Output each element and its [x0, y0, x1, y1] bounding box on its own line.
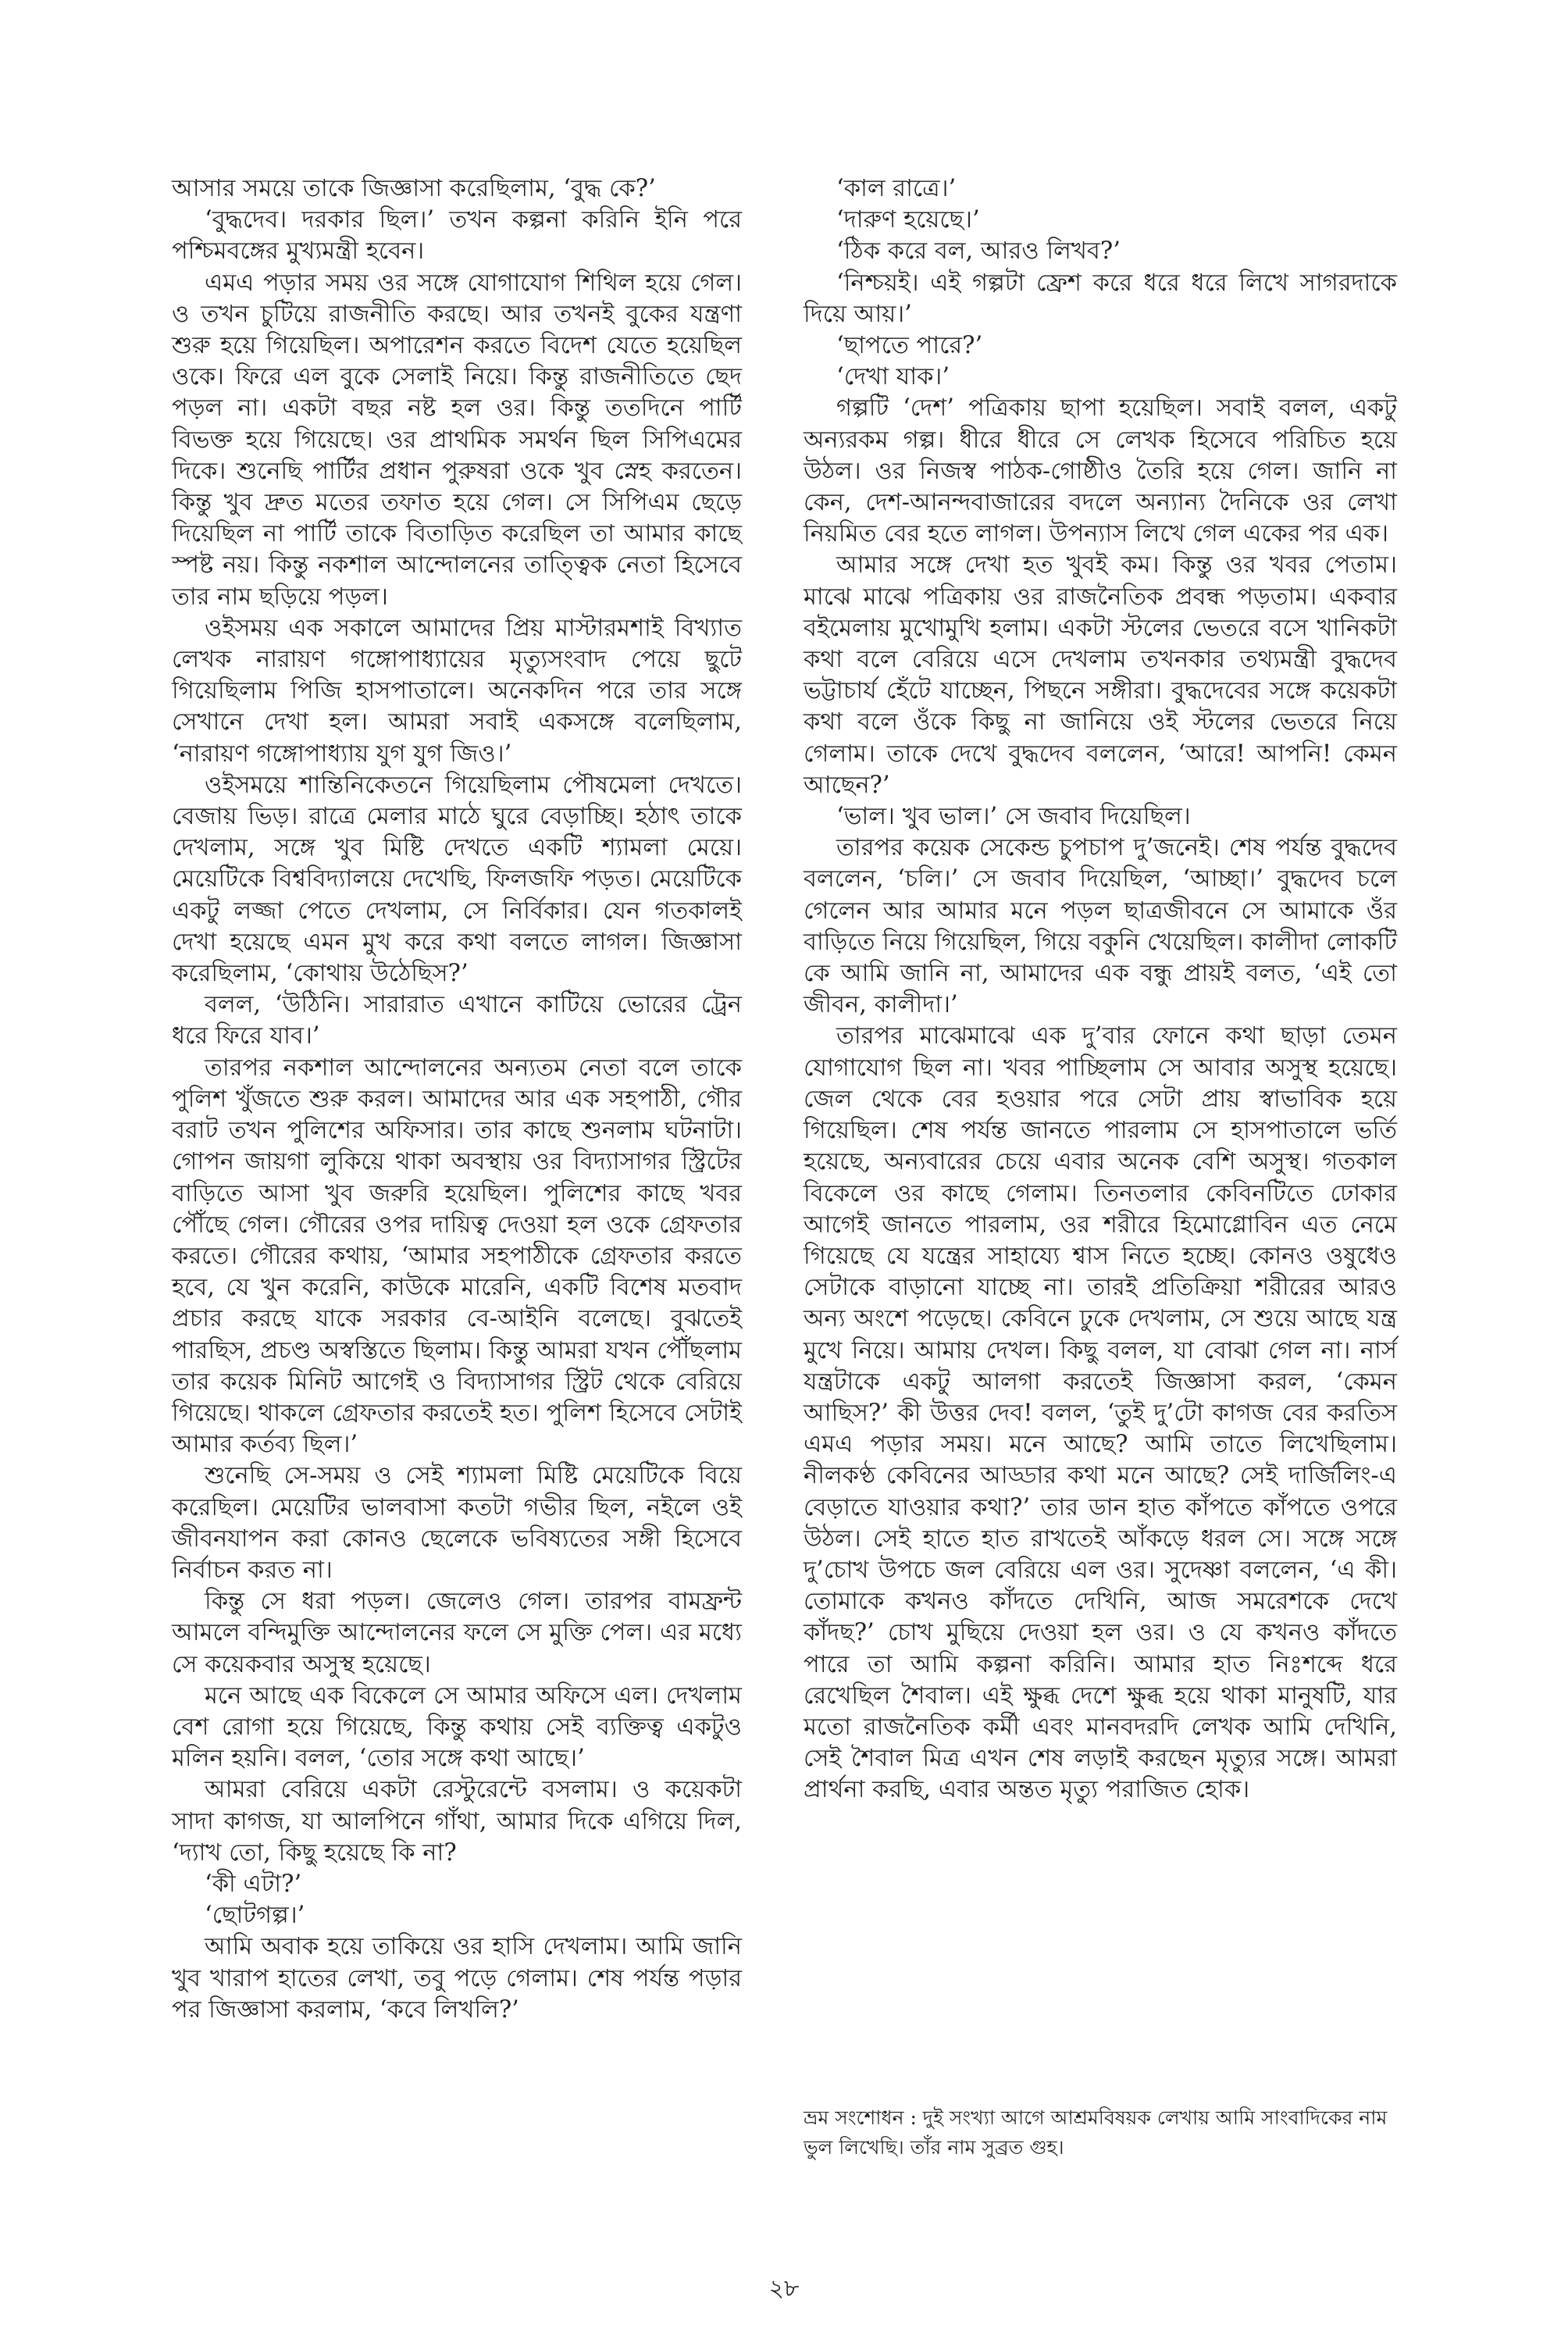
erratum-text: ভ্রম সংশোধন : দুই সংখ্যা আগে আশ্রমবিষয়ক লেখায় আমি সাংবাদিকের নাম ভুল লিখেছি। তাঁর নাম সুব্রত গুহ।	[804, 2106, 1388, 2159]
paragraph: ওইসময়ে শান্তিনিকেতনে গিয়েছিলাম পৌষমেলা দেখতে। বেজায় ভিড়। রাত্রে মেলার মাঠে ঘুরে বেড়াচ্ছি। হঠাৎ তাকে দেখলাম, সঙ্গে খুব মিষ্টি দেখতে একটি শ্যামলা মেয়ে। মেয়েটিকে বিশ্ববিদ্যালয়ে দেখেছি, ফিলজফি পড়ত। মেয়েটিকে একটু লজ্জা পেতে দেখলাম, সে নির্বিকার। যেন গতকালই দেখা হয়েছে এমন মুখ করে কথা বলতে লাগল। জিজ্ঞাসা করেছিলাম, ‘কোথায় উঠেছিস?’	[172, 771, 742, 988]
right-text-column	[804, 173, 1397, 1806]
paragraph: তারপর নকশাল আন্দোলনের অন্যতম নেতা বলে তাকে পুলিশ খুঁজতে শুরু করল। আমাদের আর এক সহপাঠী, গৌর বরাট তখন পুলিশের অফিসার। তার কাছে শুনলাম ঘটনাটা। গোপন জায়গা লুকিয়ে থাকা অবস্থায় ওর বিদ্যাসাগর স্ট্রিটের বাড়িতে আসা খুব জরুরি হয়েছিল। পুলিশের কাছে খবর পৌঁছে গেল। গৌরের ওপর দায়িত্ব দেওয়া হল ওকে গ্রেফতার করতে। গৌরের কথায়, ‘আমার সহপাঠীকে গ্রেফতার করতে হবে, যে খুন করেনি, কাউকে মারেনি, একটি বিশেষ মতবাদ প্রচার করছে যাকে সরকার বে-আইনি বলেছে। বুঝতেই পারছিস, প্রচণ্ড অস্বস্তিতে ছিলাম। কিন্তু আমরা যখন পৌঁছলাম তার কয়েক মিনিট আগেই ও বিদ্যাসাগর স্ট্রিট থেকে বেরিয়ে গিয়েছে। থাকলে গ্রেফতার করতেই হত। পুলিশ হিসেবে সেটাই আমার কর্তব্য ছিল।’	[172, 1054, 742, 1459]
page-number: ২৮	[768, 2275, 800, 2302]
paragraph: আসার সময়ে তাকে জিজ্ঞাসা করেছিলাম, ‘বুদ্ধ কে?’	[172, 175, 656, 202]
paragraph: আমি অবাক হয়ে তাকিয়ে ওর হাসি দেখলাম। আমি জানি খুব খারাপ হাতের লেখা, তবু পড়ে গেলাম। শেষ পর্যন্ত পড়ার পর জিজ্ঞাসা করলাম, ‘কবে লিখলি?’	[172, 1933, 742, 2024]
paragraph: কিন্তু সে ধরা পড়ল। জেলেও গেল। তারপর বামফ্রন্ট আমলে বন্দিমুক্তি আন্দোলনের ফলে সে মুক্তি পেল। এর মধ্যে সে কয়েকবার অসুস্থ হয়েছে।	[172, 1588, 742, 1678]
paragraph: শুনেছি সে-সময় ও সেই শ্যামলা মিষ্টি মেয়েটিকে বিয়ে করেছিল। মেয়েটির ভালবাসা কতটা গভীর ছিল, নইলে ওই জীবনযাপন করা কোনও ছেলেকে ভবিষ্যতের সঙ্গী হিসেবে নির্বাচন করত না।	[172, 1462, 742, 1584]
paragraph: ‘নিশ্চয়ই। এই গল্পটা ফ্রেশ করে ধরে ধরে লিখে সাগরদাকে দিয়ে আয়।’	[804, 269, 1397, 328]
paragraph: ‘দারুণ হয়েছে।’	[836, 206, 980, 234]
paragraph: গল্পটি ‘দেশ’ পত্রিকায় ছাপা হয়েছিল। সবাই বলল, একটু অন্যরকম গল্প। ধীরে ধীরে সে লেখক হিসেবে পরিচিত হয়ে উঠল। ওর নিজস্ব পাঠক-গোষ্ঠীও তৈরি হয়ে গেল। জানি না কেন, দেশ-আনন্দবাজারের বদলে অন্যান্য দৈনিকে ওর লেখা নিয়মিত বের হতে লাগল। উপন্যাস লিখে গেল একের পর এক।	[804, 394, 1397, 548]
paragraph: আমার সঙ্গে দেখা হত খুবই কম। কিন্তু ওর খবর পেতাম। মাঝে মাঝে পত্রিকায় ওর রাজনৈতিক প্রবন্ধ পড়তাম। একবার বইমেলায় মুখোমুখি হলাম। একটা স্টলের ভেতরে বসে খানিকটা কথা বলে বেরিয়ে এসে দেখলাম তখনকার তথ্যমন্ত্রী বুদ্ধদেব ভট্টাচার্য হেঁটে যাচ্ছেন, পিছনে সঙ্গীরা। বুদ্ধদেবের সঙ্গে কয়েকটা কথা বলে ওঁকে কিছু না জানিয়ে ওই স্টলের ভেতরে নিয়ে গেলাম। তাকে দেখে বুদ্ধদেব বললেন, ‘আরে! আপনি! কেমন আছেন?’	[804, 551, 1397, 799]
paragraph: তারপর মাঝেমাঝে এক দু’বার ফোনে কথা ছাড়া তেমন যোগাযোগ ছিল না। খবর পাচ্ছিলাম সে আবার অসুস্থ হয়েছে। জেল থেকে বের হওয়ার পরে সেটা প্রায় স্বাভাবিক হয়ে গিয়েছিল। শেষ পর্যন্ত জানতে পারলাম সে হাসপাতালে ভর্তি হয়েছে, অন্যবারের চেয়ে এবার অনেক বেশি অসুস্থ। গতকাল বিকেলে ওর কাছে গেলাম। তিনতলার কেবিনটিতে ঢোকার আগেই জানতে পারলাম, ওর শরীরে হিমোগ্লোবিন এত নেমে গিয়েছে যে যন্ত্রের সাহায্যে শ্বাস নিতে হচ্ছে। কোনও ওষুধেও সেটাকে বাড়ানো যাচ্ছে না। তারই প্রতিক্রিয়া শরীরের আরও অন্য অংশে পড়েছে। কেবিনে ঢুকে দেখলাম, সে শুয়ে আছে যন্ত্র মুখে নিয়ে। আমায় দেখল। কিছু বলল, যা বোঝা গেল না। নার্স যন্ত্রটাকে একটু আলগা করতেই জিজ্ঞাসা করল, ‘কেমন আছিস?’ কী উত্তর দেব! বলল, ‘তুই দু’টো কাগজ বের করতিস এমএ পড়ার সময়। মনে আছে? আমি তাতে লিখেছিলাম। নীলকণ্ঠ কেবিনের আড্ডার কথা মনে আছে? সেই দার্জিলিং-এ বেড়াতে যাওয়ার কথা?’ তার ডান হাত কাঁপতে কাঁপতে ওপরে উঠল। সেই হাতে হাত রাখতেই আঁকড়ে ধরল সে। সঙ্গে সঙ্গে দু’চোখ উপচে জল বেরিয়ে এল ওর। সুদেষ্ণা বললেন, ‘এ কী। তোমাকে কখনও কাঁদতে দেখিনি, আজ সমরেশকে দেখে কাঁদছ?’ চোখ মুছিয়ে দেওয়া হল ওর। ও যে কখনও কাঁদতে পারে তা আমি কল্পনা করিনি। আমার হাত নিঃশব্দে ধরে রেখেছিল শৈবাল। এই ক্ষুব্ধ দেশে ক্ষুব্ধ হয়ে থাকা মানুষটি, যার মতো রাজনৈতিক কর্মী এবং মানবদরদি লেখক আমি দেখিনি, সেই শৈবাল মিত্র এখন শেষ লড়াই করছেন মৃত্যুর সঙ্গে। আমরা প্রার্থনা করছি, এবার অন্তত মৃত্যু পরাজিত হোক।	[804, 1022, 1397, 1804]
paragraph: ‘ঠিক করে বল, আরও লিখব?’	[836, 237, 1121, 266]
paragraph: ‘ছাপতে পারে?’	[836, 332, 983, 360]
erratum-note	[804, 2103, 1397, 2163]
paragraph: ‘ভাল। খুব ভাল।’ সে জবাব দিয়েছিল।	[836, 803, 1191, 831]
left-text-column	[172, 173, 742, 2026]
paragraph: আমরা বেরিয়ে একটা রেস্টুরেন্টে বসলাম। ও কয়েকটা সাদা কাগজ, যা আলপিনে গাঁথা, আমার দিকে এগিয়ে দিল, ‘দ্যাখ তো, কিছু হয়েছে কি না?	[172, 1776, 742, 1867]
paragraph: ‘ছোটগল্প।’	[205, 1902, 305, 1930]
paragraph: ‘কাল রাত্রে।’	[836, 175, 957, 202]
paragraph: ওইসময় এক সকালে আমাদের প্রিয় মাস্টারমশাই বিখ্যাত লেখক নারায়ণ গঙ্গোপাধ্যায়ের মৃত্যুসংবাদ পেয়ে ছুটে গিয়েছিলাম পিজি হাসপাতালে। অনেকদিন পরে তার সঙ্গে সেখানে দেখা হল। আমরা সবাই একসঙ্গে বলেছিলাম, ‘নারায়ণ গঙ্গোপাধ্যায় যুগ যুগ জিও।’	[172, 614, 742, 768]
paragraph: ‘দেখা যাক।’	[836, 363, 950, 391]
paragraph: বলল, ‘উঠিনি। সারারাত এখানে কাটিয়ে ভোরের ট্রেন ধরে ফিরে যাব।’	[172, 991, 742, 1050]
paragraph: ‘বুদ্ধদেব। দরকার ছিল।’ তখন কল্পনা করিনি ইনি পরে পশ্চিমবঙ্গের মুখ্যমন্ত্রী হবেন।	[172, 206, 742, 266]
paragraph: এমএ পড়ার সময় ওর সঙ্গে যোগাযোগ শিথিল হয়ে গেল। ও তখন চুটিয়ে রাজনীতি করছে। আর তখনই বুকের যন্ত্রণা শুরু হয়ে গিয়েছিল। অপারেশন করতে বিদেশ যেতে হয়েছিল ওকে। ফিরে এল বুকে সেলাই নিয়ে। কিন্তু রাজনীতিতে ছেদ পড়ল না। একটা বছর নষ্ট হল ওর। কিন্তু ততদিনে পার্টি বিভক্ত হয়ে গিয়েছে। ওর প্রাথমিক সমর্থন ছিল সিপিএমের দিকে। শুনেছি পার্টির প্রধান পুরুষরা ওকে খুব স্নেহ করতেন। কিন্তু খুব দ্রুত মতের তফাত হয়ে গেল। সে সিপিএম ছেড়ে দিয়েছিল না পার্টি তাকে বিতাড়িত করেছিল তা আমার কাছে স্পষ্ট নয়। কিন্তু নকশাল আন্দোলনের তাত্ত্বিক নেতা হিসেবে তার নাম ছড়িয়ে পড়ল।	[172, 269, 742, 611]
paragraph: তারপর কয়েক সেকেন্ড চুপচাপ দু’জনেই। শেষ পর্যন্ত বুদ্ধদেব বললেন, ‘চলি।’ সে জবাব দিয়েছিল, ‘আচ্ছা।’ বুদ্ধদেব চলে গেলেন আর আমার মনে পড়ল ছাত্রজীবনে সে আমাকে ওঁর বাড়িতে নিয়ে গিয়েছিল, গিয়ে বকুনি খেয়েছিল। কালীদা লোকটি কে আমি জানি না, আমাদের এক বন্ধু প্রায়ই বলত, ‘এই তো জীবন, কালীদা।’	[804, 834, 1397, 1019]
paragraph: মনে আছে এক বিকেলে সে আমার অফিসে এল। দেখলাম বেশ রোগা হয়ে গিয়েছে, কিন্তু কথায় সেই ব্যক্তিত্ব একটুও মলিন হয়নি। বলল, ‘তোর সঙ্গে কথা আছে।’	[172, 1681, 742, 1773]
paragraph: ‘কী এটা?’	[205, 1870, 302, 1898]
